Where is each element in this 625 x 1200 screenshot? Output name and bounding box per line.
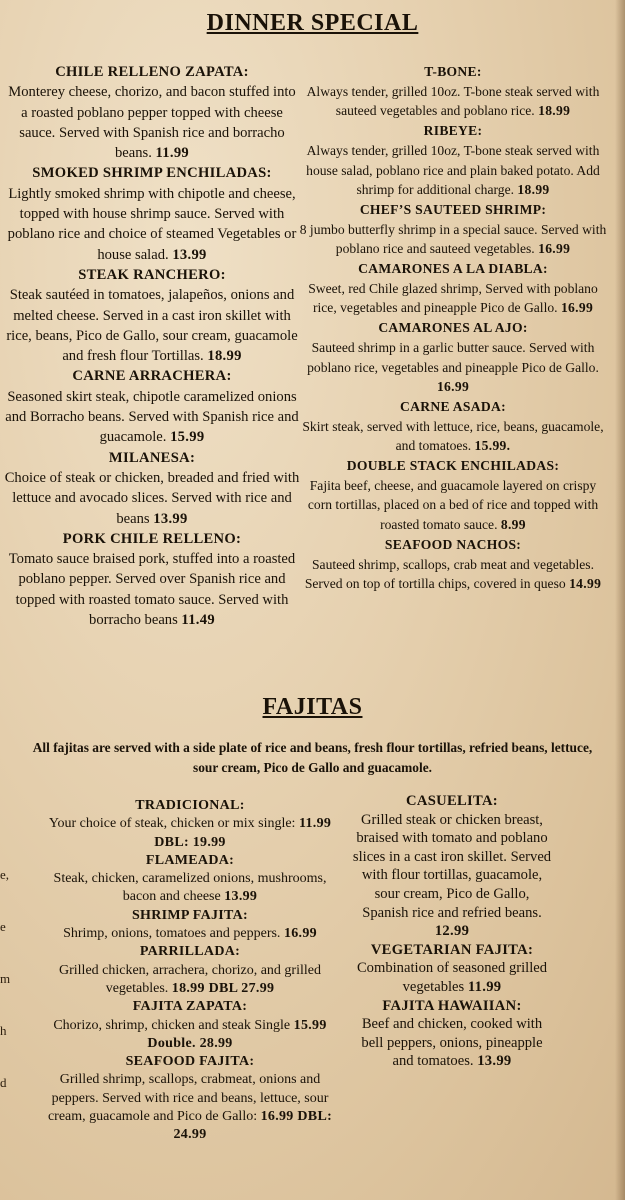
menu-item-desc-text: Fajita beef, cheese, and guacamole layered on crispy corn tortillas, placed on a bed of rice and topped with roasted tomato sauce.	[307, 477, 599, 533]
menu-item-price: 11.99 DBL: 19.99	[154, 816, 332, 850]
menu-item	[297, 259, 609, 318]
menu-item-name: TRADICIONAL:	[135, 798, 245, 813]
menu-item-name: SHRIMP FAJITA:	[131, 907, 249, 923]
menu-item	[44, 998, 336, 1053]
menu-item-price: 8.99	[500, 517, 526, 533]
menu-item-description	[4, 549, 300, 630]
menu-item	[297, 62, 609, 121]
menu-item-desc-text: Skirt steak, served with lettuce, rice, beans, guacamole, and tomatoes.	[302, 418, 604, 454]
menu-item	[352, 941, 552, 997]
menu-item-desc-text: Seasoned skirt steak, chipotle caramelized onions and Borracho beans. Served with Spanish rice and guacamole.	[5, 388, 299, 446]
margin-fragment: e	[0, 919, 6, 934]
menu-item-name: SEAFOOD FAJITA:	[125, 1054, 255, 1070]
menu-item	[44, 852, 336, 907]
menu-item-desc-text: Choice of steak or chicken, breaded and fried with lettuce and avocado slices. Served with rice and beans	[4, 469, 300, 527]
menu-item-description	[44, 925, 336, 943]
menu-item-price: 13.99	[153, 510, 188, 527]
menu-item-desc-text: 8 jumbo butterfly shrimp in a special sauce. Served with poblano rice and sauteed vegetables.	[299, 221, 607, 257]
menu-item-name: CARNE ASADA:	[400, 398, 506, 414]
menu-item-name: VEGETARIAN FAJITA:	[370, 941, 534, 958]
menu-item-desc-text: Your choice of steak, chicken or mix single:	[48, 816, 299, 832]
menu-item-description	[44, 1017, 336, 1054]
menu-item-price: 16.99	[283, 926, 317, 942]
menu-item-desc-text: Steak, chicken, caramelized onions, mushrooms, bacon and cheese	[53, 871, 327, 905]
dinner-right-column	[297, 62, 609, 594]
menu-item-price: 13.99	[224, 889, 258, 905]
menu-item	[352, 997, 552, 1071]
menu-item-name: SEAFOOD NACHOS:	[384, 536, 522, 552]
menu-item-price: 12.99	[434, 923, 470, 940]
menu-item-name: CHEF’S SAUTEED SHRIMP:	[359, 201, 547, 217]
menu-item-name: DOUBLE STACK ENCHILADAS:	[346, 458, 560, 474]
menu-item-desc-text: Always tender, grilled 10oz. T-bone steak served with sauteed vegetables and poblano rice.	[306, 83, 600, 119]
menu-item	[4, 265, 300, 366]
menu-item	[4, 62, 300, 163]
menu-item-price: 18.99 DBL 27.99	[171, 980, 275, 996]
fajitas-note: All fajitas are served with a side plate of rice and beans, fresh flour tortillas, refried beans, lettuce, sour cream, Pico de Gallo and guacamole.	[32, 740, 593, 775]
menu-item-desc-text: Sweet, red Chile glazed shrimp, Served with poblano rice, vegetables and pineapple Pico de Gallo.	[308, 280, 598, 316]
margin-fragment: m	[0, 971, 10, 986]
menu-item-name: CARNE ARRACHERA:	[72, 368, 232, 385]
menu-item-description	[4, 82, 300, 163]
menu-item-price: 16.99 DBL: 24.99	[173, 1109, 333, 1143]
menu-item-desc-text: Tomato sauce braised pork, stuffed into a roasted poblano pepper. Served over Spanish rice and topped with roasted tomato sauce. Served with borracho beans	[8, 551, 296, 629]
dinner-special-title: DINNER SPECIAL	[206, 10, 419, 36]
fajitas-left-column	[44, 797, 336, 1145]
menu-item	[297, 200, 609, 259]
menu-item-name: STEAK RANCHERO:	[78, 266, 226, 283]
menu-item-description	[44, 1071, 336, 1144]
menu-item-desc-text: Steak sautéed in tomatoes, jalapeños, onions and melted cheese. Served in a cast iron skillet with rice, beans, Pico de Gallo, sour cream, guacamole and fresh flour Tortillas.	[6, 287, 298, 365]
menu-item-description	[297, 82, 609, 121]
menu-item-price: 16.99	[538, 241, 571, 257]
menu-item	[44, 797, 336, 852]
menu-item-name: PARRILLADA:	[139, 944, 241, 960]
menu-item-price: 16.99	[436, 379, 470, 395]
menu-item-price: 11.99	[155, 145, 190, 162]
menu-item-name: RIBEYE:	[423, 123, 483, 139]
menu-item-name: SMOKED SHRIMP ENCHILADAS:	[32, 165, 272, 182]
menu-item-description	[4, 468, 300, 529]
menu-item-description	[352, 959, 552, 996]
menu-item-name: FLAMEADA:	[145, 852, 235, 868]
menu-item-description	[44, 815, 336, 852]
menu-item-description	[297, 220, 609, 259]
menu-item-price: 15.99.	[474, 438, 511, 454]
menu-item	[4, 529, 300, 630]
menu-item-desc-text: Always tender, grilled 10oz, T-bone steak served with house salad, poblano rice and plain baked potato. Add shrimp for additional charge.	[306, 142, 600, 198]
menu-item-desc-text: Monterey cheese, chorizo, and bacon stuffed into a roasted poblano pepper topped with cheese sauce. Served with Spanish rice and borracho beans.	[8, 84, 296, 162]
menu-item-price: 11.99	[467, 978, 502, 995]
page-edge-shadow	[615, 0, 625, 1200]
fajitas-title: FAJITAS	[262, 694, 363, 720]
menu-item-price: 18.99	[207, 348, 242, 365]
menu-item-name: PORK CHILE RELLENO:	[62, 530, 242, 547]
menu-item-name: CAMARONES A LA DIABLA:	[358, 261, 548, 277]
menu-item-name: T-BONE:	[424, 64, 482, 79]
menu-item-price: 15.99 Double. 28.99	[147, 1017, 327, 1051]
menu-item-description	[4, 184, 300, 265]
menu-item-desc-text: Combination of seasoned grilled vegetables	[356, 960, 548, 995]
menu-item	[44, 907, 336, 944]
menu-item-description	[352, 811, 552, 941]
menu-item	[4, 163, 300, 264]
menu-item-price: 14.99	[569, 576, 602, 592]
menu-item	[44, 943, 336, 998]
fajitas-right-column	[352, 792, 552, 1071]
menu-item-price: 13.99	[477, 1053, 512, 1070]
menu-item-description	[297, 338, 609, 397]
menu-item-desc-text: Lightly smoked shrimp with chipotle and cheese, topped with house shrimp sauce. Served with poblano rice and choice of steamed Vegetables or house salad.	[7, 185, 297, 263]
menu-item	[297, 456, 609, 535]
menu-item-price: 16.99	[560, 300, 594, 316]
menu-item-desc-text: Shrimp, onions, tomatoes and peppers.	[63, 926, 284, 942]
menu-item-name: CHILE RELLENO ZAPATA:	[55, 64, 249, 80]
menu-item	[297, 318, 609, 397]
menu-item-description	[352, 1015, 552, 1071]
dinner-left-column	[4, 62, 300, 630]
menu-item-description	[44, 870, 336, 907]
menu-item	[44, 1053, 336, 1144]
menu-item-description	[297, 279, 609, 318]
menu-item	[297, 397, 609, 456]
cut-off-margin-text	[0, 865, 10, 1125]
menu-item-desc-text: Grilled chicken, arrachera, chorizo, and grilled vegetables.	[59, 962, 321, 996]
menu-item	[4, 448, 300, 529]
margin-fragment: h	[0, 1023, 7, 1038]
menu-item-description	[44, 962, 336, 999]
menu-item-description	[4, 387, 300, 448]
menu-item-name: CASUELITA:	[406, 793, 498, 809]
menu-item	[297, 121, 609, 200]
menu-item	[297, 535, 609, 594]
menu-item-name: MILANESA:	[108, 449, 196, 466]
menu-item-desc-text: Chorizo, shrimp, chicken and steak Single	[53, 1017, 294, 1033]
menu-item-desc-text: Grilled steak or chicken breast, braised with tomato and poblano slices in a cast iron skillet. Served with flour tortillas, guacamole, sour cream, Pico de Gallo, Spanish rice and refried beans.	[352, 811, 552, 921]
menu-item-name: FAJITA ZAPATA:	[132, 999, 248, 1015]
menu-item	[352, 792, 552, 941]
menu-item-price: 13.99	[172, 246, 207, 263]
menu-item-price: 11.49	[181, 612, 215, 629]
menu-item-description	[297, 141, 609, 200]
menu-item-desc-text: Beef and chicken, cooked with bell peppers, onions, pineapple and tomatoes.	[361, 1016, 543, 1070]
menu-item	[4, 366, 300, 447]
margin-fragment: e,	[0, 867, 10, 882]
menu-item-price: 15.99	[170, 429, 205, 446]
menu-item-desc-text: Sauteed shrimp in a garlic butter sauce. Served with poblano rice, vegetables and pineapple Pico de Gallo.	[307, 339, 599, 375]
menu-item-price: 18.99	[538, 103, 571, 119]
menu-item-name: FAJITA HAWAIIAN:	[382, 997, 522, 1014]
menu-item-description	[297, 555, 609, 594]
menu-item-desc-text: Grilled shrimp, scallops, crabmeat, onions and peppers. Served with rice and beans, lettuce, sour cream, guacamole and Pico de Gallo:	[47, 1072, 329, 1125]
menu-item-name: CAMARONES AL AJO:	[378, 320, 528, 336]
menu-item-price: 18.99	[517, 182, 550, 198]
menu-item-desc-text: Sauteed shrimp, scallops, crab meat and vegetables. Served on top of tortilla chips, covered in queso	[304, 556, 594, 592]
menu-item-description	[4, 285, 300, 366]
margin-fragment: d	[0, 1075, 7, 1090]
menu-item-description	[297, 417, 609, 456]
menu-item-description	[297, 476, 609, 535]
